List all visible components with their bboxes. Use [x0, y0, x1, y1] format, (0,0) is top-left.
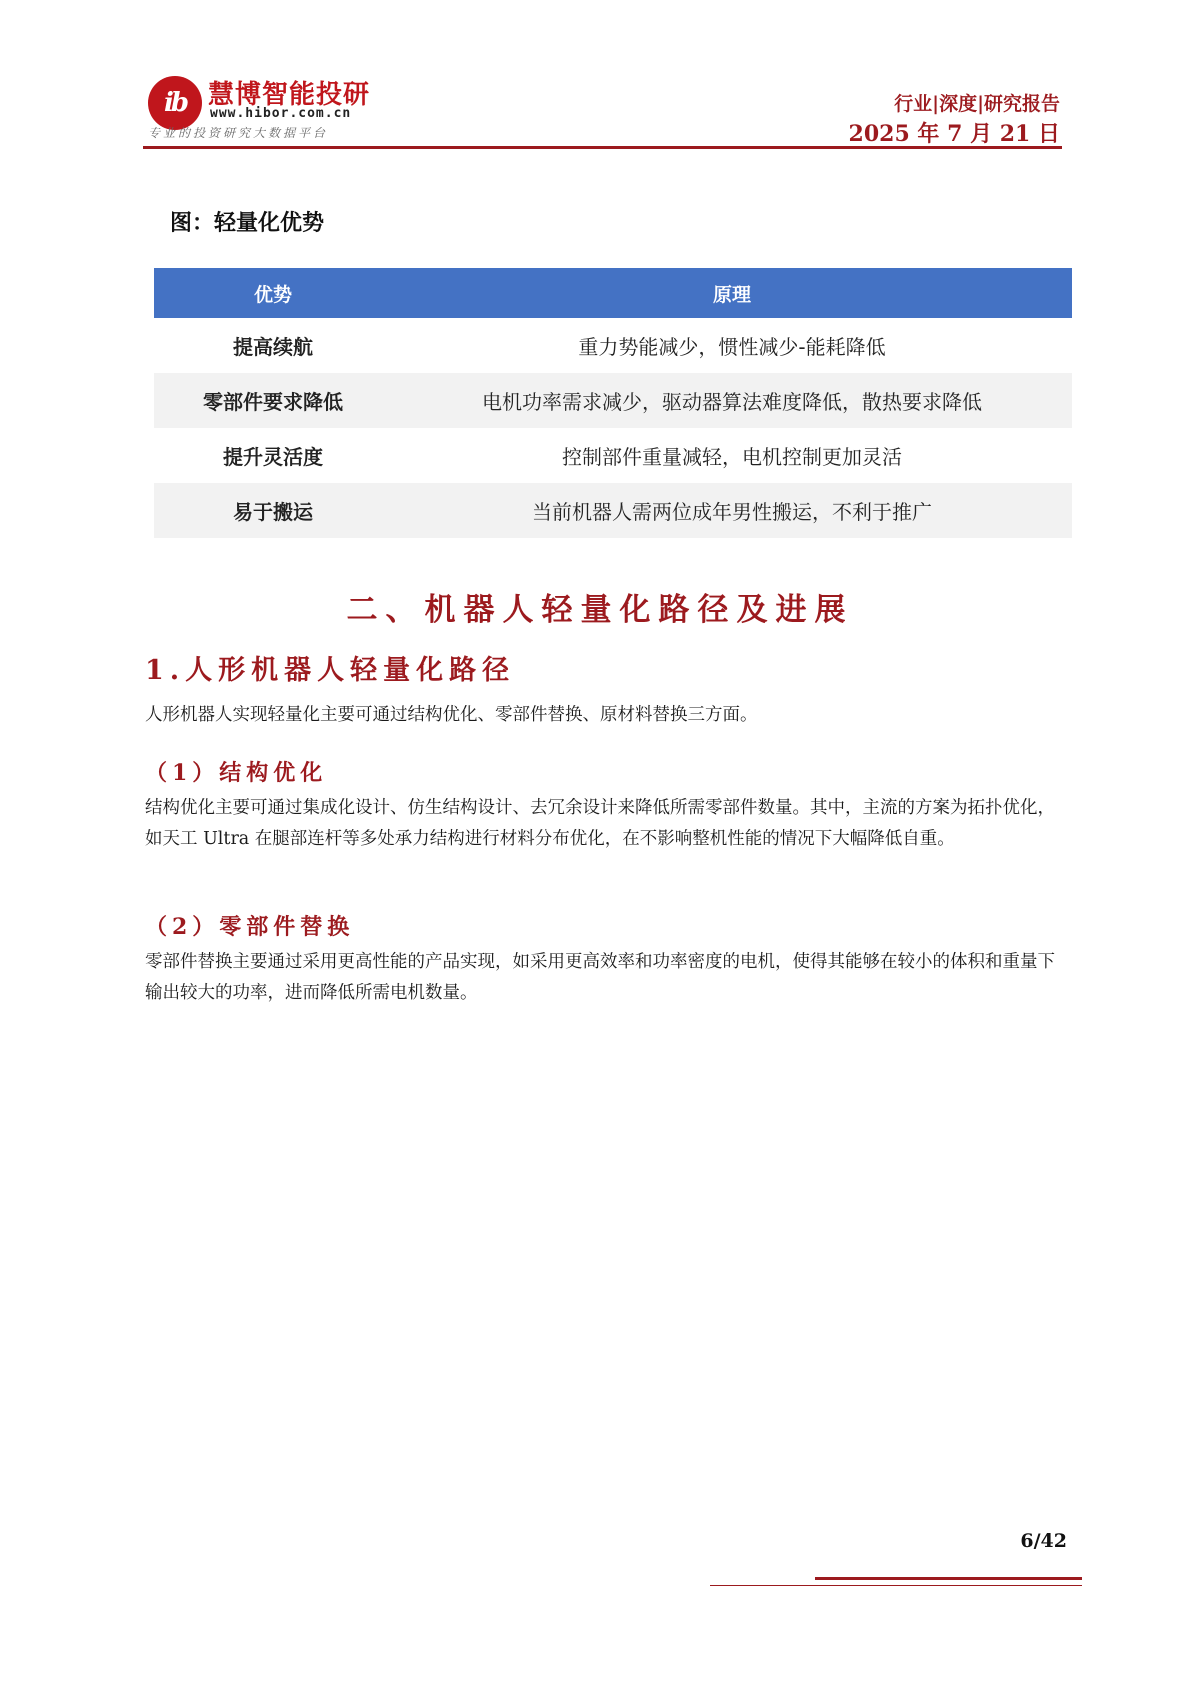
table-row [154, 428, 1072, 483]
hibor-logo-icon: ib [148, 76, 202, 130]
advantage-cell: 零部件要求降低 [154, 373, 392, 428]
table-row [154, 483, 1072, 538]
table-header-row [154, 268, 1072, 318]
logo-url: www.hibor.com.cn [210, 106, 352, 121]
advantages-table [154, 268, 1072, 538]
column-header-principle: 原理 [392, 268, 1072, 318]
report-date: 2025 年 7 月 21 日 [848, 121, 1060, 147]
advantage-cell: 提高续航 [233, 335, 313, 359]
footer-divider-thin [710, 1585, 1082, 1586]
principle-cell: 电机功率需求减少，驱动器算法难度降低，散热要求降低 [392, 373, 1072, 428]
components-paragraph: 零部件替换主要通过采用更高性能的产品实现，如采用更高效率和功率密度的电机，使得其能够在较小的体积和重量下输出较大的功率，进而降低所需电机数量。 [145, 952, 1055, 1003]
intro-paragraph: 人形机器人实现轻量化主要可通过结构优化、零部件替换、原材料替换三方面。 [145, 705, 758, 725]
figure-title: 图：轻量化优势 [170, 211, 325, 236]
advantage-cell: 提升灵活度 [223, 445, 323, 469]
report-type: 行业|深度|研究报告 [894, 93, 1060, 115]
footer-divider-thick [815, 1577, 1082, 1580]
section-heading: 二、机器人轻量化路径及进展 [346, 592, 854, 628]
subsection-heading: 1.人形机器人轻量化路径 [145, 655, 516, 686]
logo-slogan: 专业的投资研究大数据平台 [148, 126, 329, 140]
sub-heading-components: （2）零部件替换 [145, 914, 355, 940]
principle-cell: 控制部件重量减轻，电机控制更加灵活 [562, 445, 902, 469]
header-divider [143, 146, 1062, 149]
principle-cell: 重力势能减少，惯性减少-能耗降低 [578, 335, 886, 359]
sub-heading-structure: （1）结构优化 [145, 760, 328, 786]
column-header-advantage: 优势 [154, 268, 392, 318]
table-row [154, 318, 1072, 373]
page-header [0, 0, 1200, 160]
advantage-cell: 易于搬运 [154, 483, 392, 538]
table-row [154, 373, 1072, 428]
principle-cell: 当前机器人需两位成年男性搬运，不利于推广 [392, 483, 1072, 538]
page-number: 6/42 [1020, 1530, 1067, 1552]
logo-name: 慧博智能投研 [208, 80, 371, 110]
structure-paragraph: 结构优化主要可通过集成化设计、仿生结构设计、去冗余设计来降低所需零部件数量。其中，主流的方案为拓扑优化，如天工 Ultra 在腿部连杆等多处承力结构进行材料分布优化，在不影响整机性能的情况下大幅降低自重。 [145, 798, 1055, 849]
